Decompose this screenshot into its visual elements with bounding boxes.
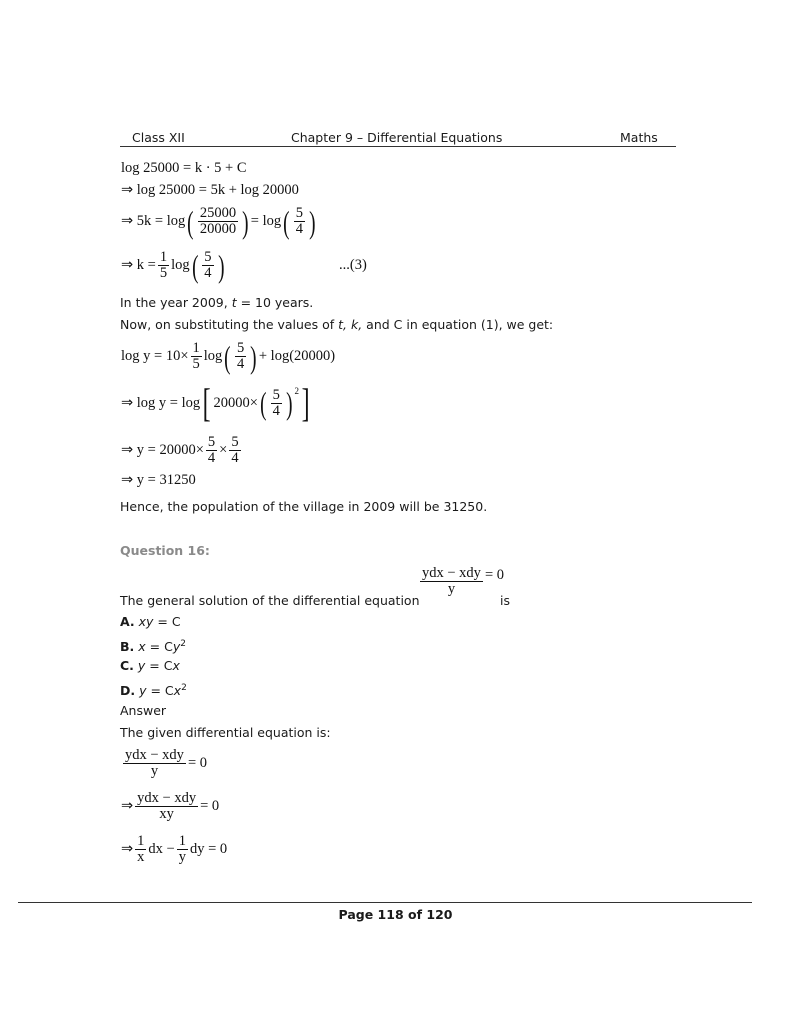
answer-equation-3: ⇒ $\frac{1}{x}$ dx − $\frac{1}{y}$ dy = 0 — [121, 833, 228, 865]
year-text: In the year 2009, t = 10 years. — [120, 295, 314, 310]
option-a: A. xy = C — [120, 614, 181, 629]
answer-equation-1: $\frac{\text{ydx − xdy}}{y}$ = 0 — [125, 747, 207, 779]
equation-log-y-bracket: ⇒ log y = log [ 20000× ( $\frac{5}{4}$ ) $^2$ ] — [121, 380, 310, 425]
page-number: Page 118 of 120 — [338, 907, 453, 922]
fraction: $\frac{\text{ydx − xdy}}{y}$ — [422, 565, 481, 597]
answer-equation-2: ⇒ $\frac{\text{ydx − xdy}}{xy}$ = 0 — [121, 790, 220, 822]
fraction: $\frac{1}{5}$ — [192, 340, 200, 372]
equation-5k-log-ratio: ⇒ 5k = log ( $\frac{25000}{20000}$ ) = log ( $\frac{5}{4}$ ) — [121, 203, 316, 240]
fraction: $\frac{\text{ydx − xdy}}{xy}$ — [137, 790, 197, 822]
equation-tag: ...(3) — [339, 257, 367, 273]
substitution-text: Now, on substituting the values of t, k, and C in equation (1), we get: — [120, 317, 554, 332]
fraction: $\frac{1}{5}$ — [159, 249, 168, 281]
fraction: $\frac{1}{y}$ — [178, 833, 186, 865]
conclusion-text: Hence, the population of the village in 2009 will be 31250. — [120, 499, 488, 514]
header-subject: Maths — [620, 130, 658, 145]
fraction: $\frac{5}{4}$ — [236, 340, 245, 372]
answer-label: Answer — [120, 703, 167, 718]
fraction: $\frac{\text{ydx − xdy}}{y}$ — [125, 747, 184, 779]
equation-k-value: ⇒ k = $\frac{1}{5}$ log ( $\frac{5}{4}$ ) ...(3) — [121, 247, 367, 284]
footer-divider — [18, 902, 752, 903]
equation-log-25000: log 25000 = k · 5 + C — [121, 160, 247, 176]
fraction: $\frac{25000}{20000}$ — [199, 205, 237, 237]
option-c: C. y = Cx — [120, 658, 180, 673]
header-class: Class XII — [132, 130, 185, 145]
option-d: D. $y = Cx^2$ — [120, 683, 187, 699]
fraction: $\frac{5}{4}$ — [272, 386, 280, 419]
question-stem-end: is — [500, 593, 510, 608]
option-b: B. $x = Cy^2$ — [120, 639, 186, 655]
equation-y-product: ⇒ y = 20000× $\frac{5}{4}$ × $\frac{5}{4}$ — [121, 434, 239, 466]
given-text: The given differential equation is: — [120, 725, 331, 740]
page-header — [120, 130, 676, 147]
equation-5k: ⇒ log 25000 = 5k + log 20000 — [121, 182, 299, 198]
fraction: $\frac{5}{4}$ — [204, 249, 212, 281]
question-stem: The general solution of the differential equation — [120, 593, 420, 608]
equation-log-y: log y = 10× $\frac{1}{5}$ log ( $\frac{5}{4}$ ) + log(20000) — [121, 338, 336, 375]
header-chapter: Chapter 9 – Differential Equations — [291, 130, 503, 145]
fraction: $\frac{5}{4}$ — [231, 434, 239, 466]
equation-y-result: ⇒ y = 31250 — [121, 472, 196, 488]
fraction: $\frac{5}{4}$ — [207, 434, 216, 466]
fraction: $\frac{1}{x}$ — [137, 833, 145, 865]
question-heading: Question 16: — [120, 543, 210, 558]
fraction: $\frac{5}{4}$ — [295, 205, 304, 237]
question-equation: $\frac{\text{ydx − xdy}}{y}$ = 0 — [422, 565, 504, 597]
